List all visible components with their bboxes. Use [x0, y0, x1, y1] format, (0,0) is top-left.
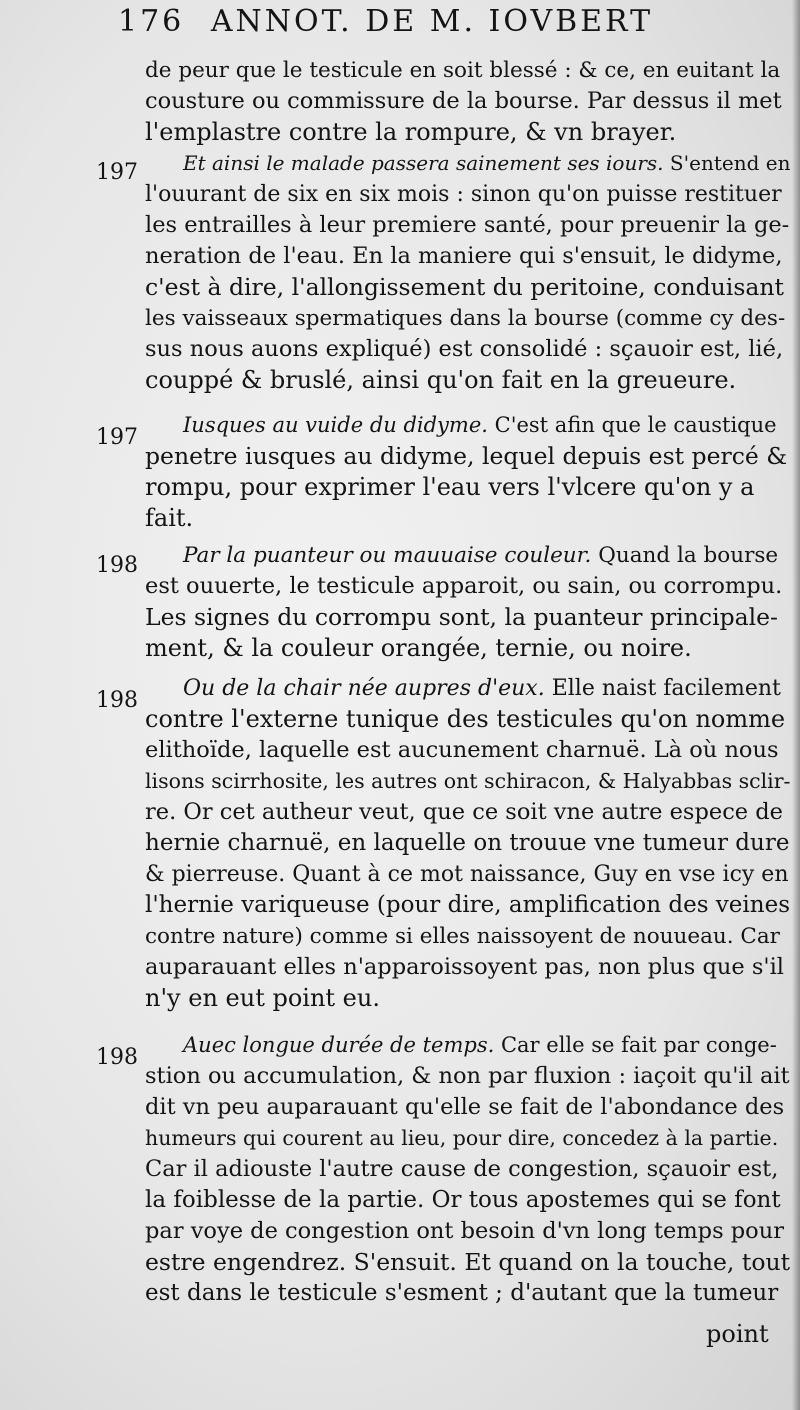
text-line: est dans le testicule s'esment ; d'autant que la tumeur — [145, 1280, 779, 1306]
text-line: Car il adiouste l'autre cause de congestion, sçauoir est, — [145, 1156, 779, 1182]
text-line: stion ou accumulation, & non par fluxion : iaçoit qu'il ait — [145, 1063, 790, 1089]
note-lead: S'entend en — [669, 151, 791, 175]
running-title: ANNOT. DE M. IOVBERT — [210, 4, 654, 39]
text-line: cousture ou commissure de la bourse. Par dessus il met — [145, 88, 782, 114]
note-first-line — [183, 673, 781, 704]
running-header — [118, 4, 653, 39]
catchword: point — [706, 1320, 769, 1348]
text-line: rompu, pour exprimer l'eau vers l'vlcere qu'on y a — [145, 473, 755, 501]
text-line: couppé & bruslé, ainsi qu'on fait en la greueure. — [145, 366, 737, 394]
text-line: ment, & la couleur orangée, ternie, ou noire. — [145, 634, 692, 662]
text-line: l'ouurant de six en six mois : sinon qu'on puisse restituer — [145, 182, 782, 207]
text-line: l'emplastre contre la rompure, & vn brayer. — [145, 118, 677, 146]
text-line: sus nous auons expliqué) est consolidé : sçauoir est, lié, — [145, 336, 784, 362]
note-lead: C'est afin que le caustique — [494, 413, 777, 437]
text-line: & pierreuse. Quant à ce mot naissance, Guy en vse icy en — [145, 862, 789, 887]
margin-note-number: 197 — [96, 425, 138, 450]
text-line: hernie charnuë, en laquelle on trouue vne tumeur dure — [145, 830, 790, 856]
text-line: fait. — [145, 504, 194, 532]
text-line: lisons scirrhosite, les autres ont schiracon, & Halyabbas sclir- — [145, 769, 791, 793]
margin-note-number: 198 — [96, 1045, 138, 1070]
text-line: contre nature) comme si elles naissoyent de nouueau. Car — [145, 924, 780, 949]
note-first-line — [183, 410, 777, 441]
text-line: c'est à dire, l'allongissement du peritoine, conduisant — [145, 273, 784, 301]
text-line: elithoïde, laquelle est aucunement charnuë. Là où nous — [145, 737, 779, 763]
text-line: par voye de congestion ont besoin d'vn long temps pour — [145, 1218, 784, 1244]
page-edge-shadow — [792, 0, 800, 1410]
note-first-line — [183, 148, 790, 179]
text-line: l'hernie variqueuse (pour dire, amplification des veines — [145, 892, 790, 918]
text-line: les vaisseaux spermatiques dans la bourse (comme cy des- — [145, 306, 786, 331]
text-line: estre engendrez. S'ensuit. Et quand on la touche, tout — [145, 1248, 791, 1276]
text-line: dit vn peu auparauant qu'elle se fait de l'abondance des — [145, 1094, 785, 1120]
text-line: les entrailles à leur premiere santé, pour preuenir la ge- — [145, 212, 790, 238]
text-line: neration de l'eau. En la maniere qui s'ensuit, le didyme, — [145, 243, 783, 269]
note-lead: Quand la bourse — [598, 543, 779, 568]
text-line: la foiblesse de la partie. Or tous apostemes qui se font — [145, 1187, 781, 1213]
note-lemma: Par la puanteur ou mauuaise couleur. — [183, 543, 592, 568]
text-line: auparauant elles n'apparoissoyent pas, non plus que s'il — [145, 954, 784, 980]
note-lemma: Ou de la chair née aupres d'eux. — [183, 676, 545, 701]
text-line: penetre iusques au didyme, lequel depuis est percé & — [145, 442, 788, 470]
note-first-line — [183, 1030, 777, 1061]
text-line: n'y en eut point eu. — [145, 984, 380, 1012]
note-lemma: Iusques au vuide du didyme. — [183, 413, 488, 437]
text-line: est ouuerte, le testicule apparoit, ou sain, ou corrompu. — [145, 573, 783, 599]
note-first-line — [183, 540, 778, 571]
text-line: humeurs qui courent au lieu, pour dire, concedez à la partie. — [145, 1126, 779, 1150]
text-line: Les signes du corrompu sont, la puanteur principale- — [145, 603, 778, 631]
margin-note-number: 198 — [96, 553, 138, 578]
page-number: 176 — [118, 4, 185, 39]
text-line: de peur que le testicule en soit blessé : & ce, en euitant la — [145, 58, 781, 83]
text-line: contre l'externe tunique des testicules qu'on nomme — [145, 705, 786, 733]
margin-note-number: 198 — [96, 688, 138, 713]
note-lead: Elle naist facilement — [551, 676, 781, 701]
note-lemma: Et ainsi le malade passera sainement ses iours. — [183, 151, 664, 175]
note-lead: Car elle se fait par conge- — [500, 1033, 777, 1057]
text-line: re. Or cet autheur veut, que ce soit vne autre espece de — [145, 799, 783, 825]
note-lemma: Auec longue durée de temps. — [183, 1033, 495, 1057]
margin-note-number: 197 — [96, 160, 138, 185]
